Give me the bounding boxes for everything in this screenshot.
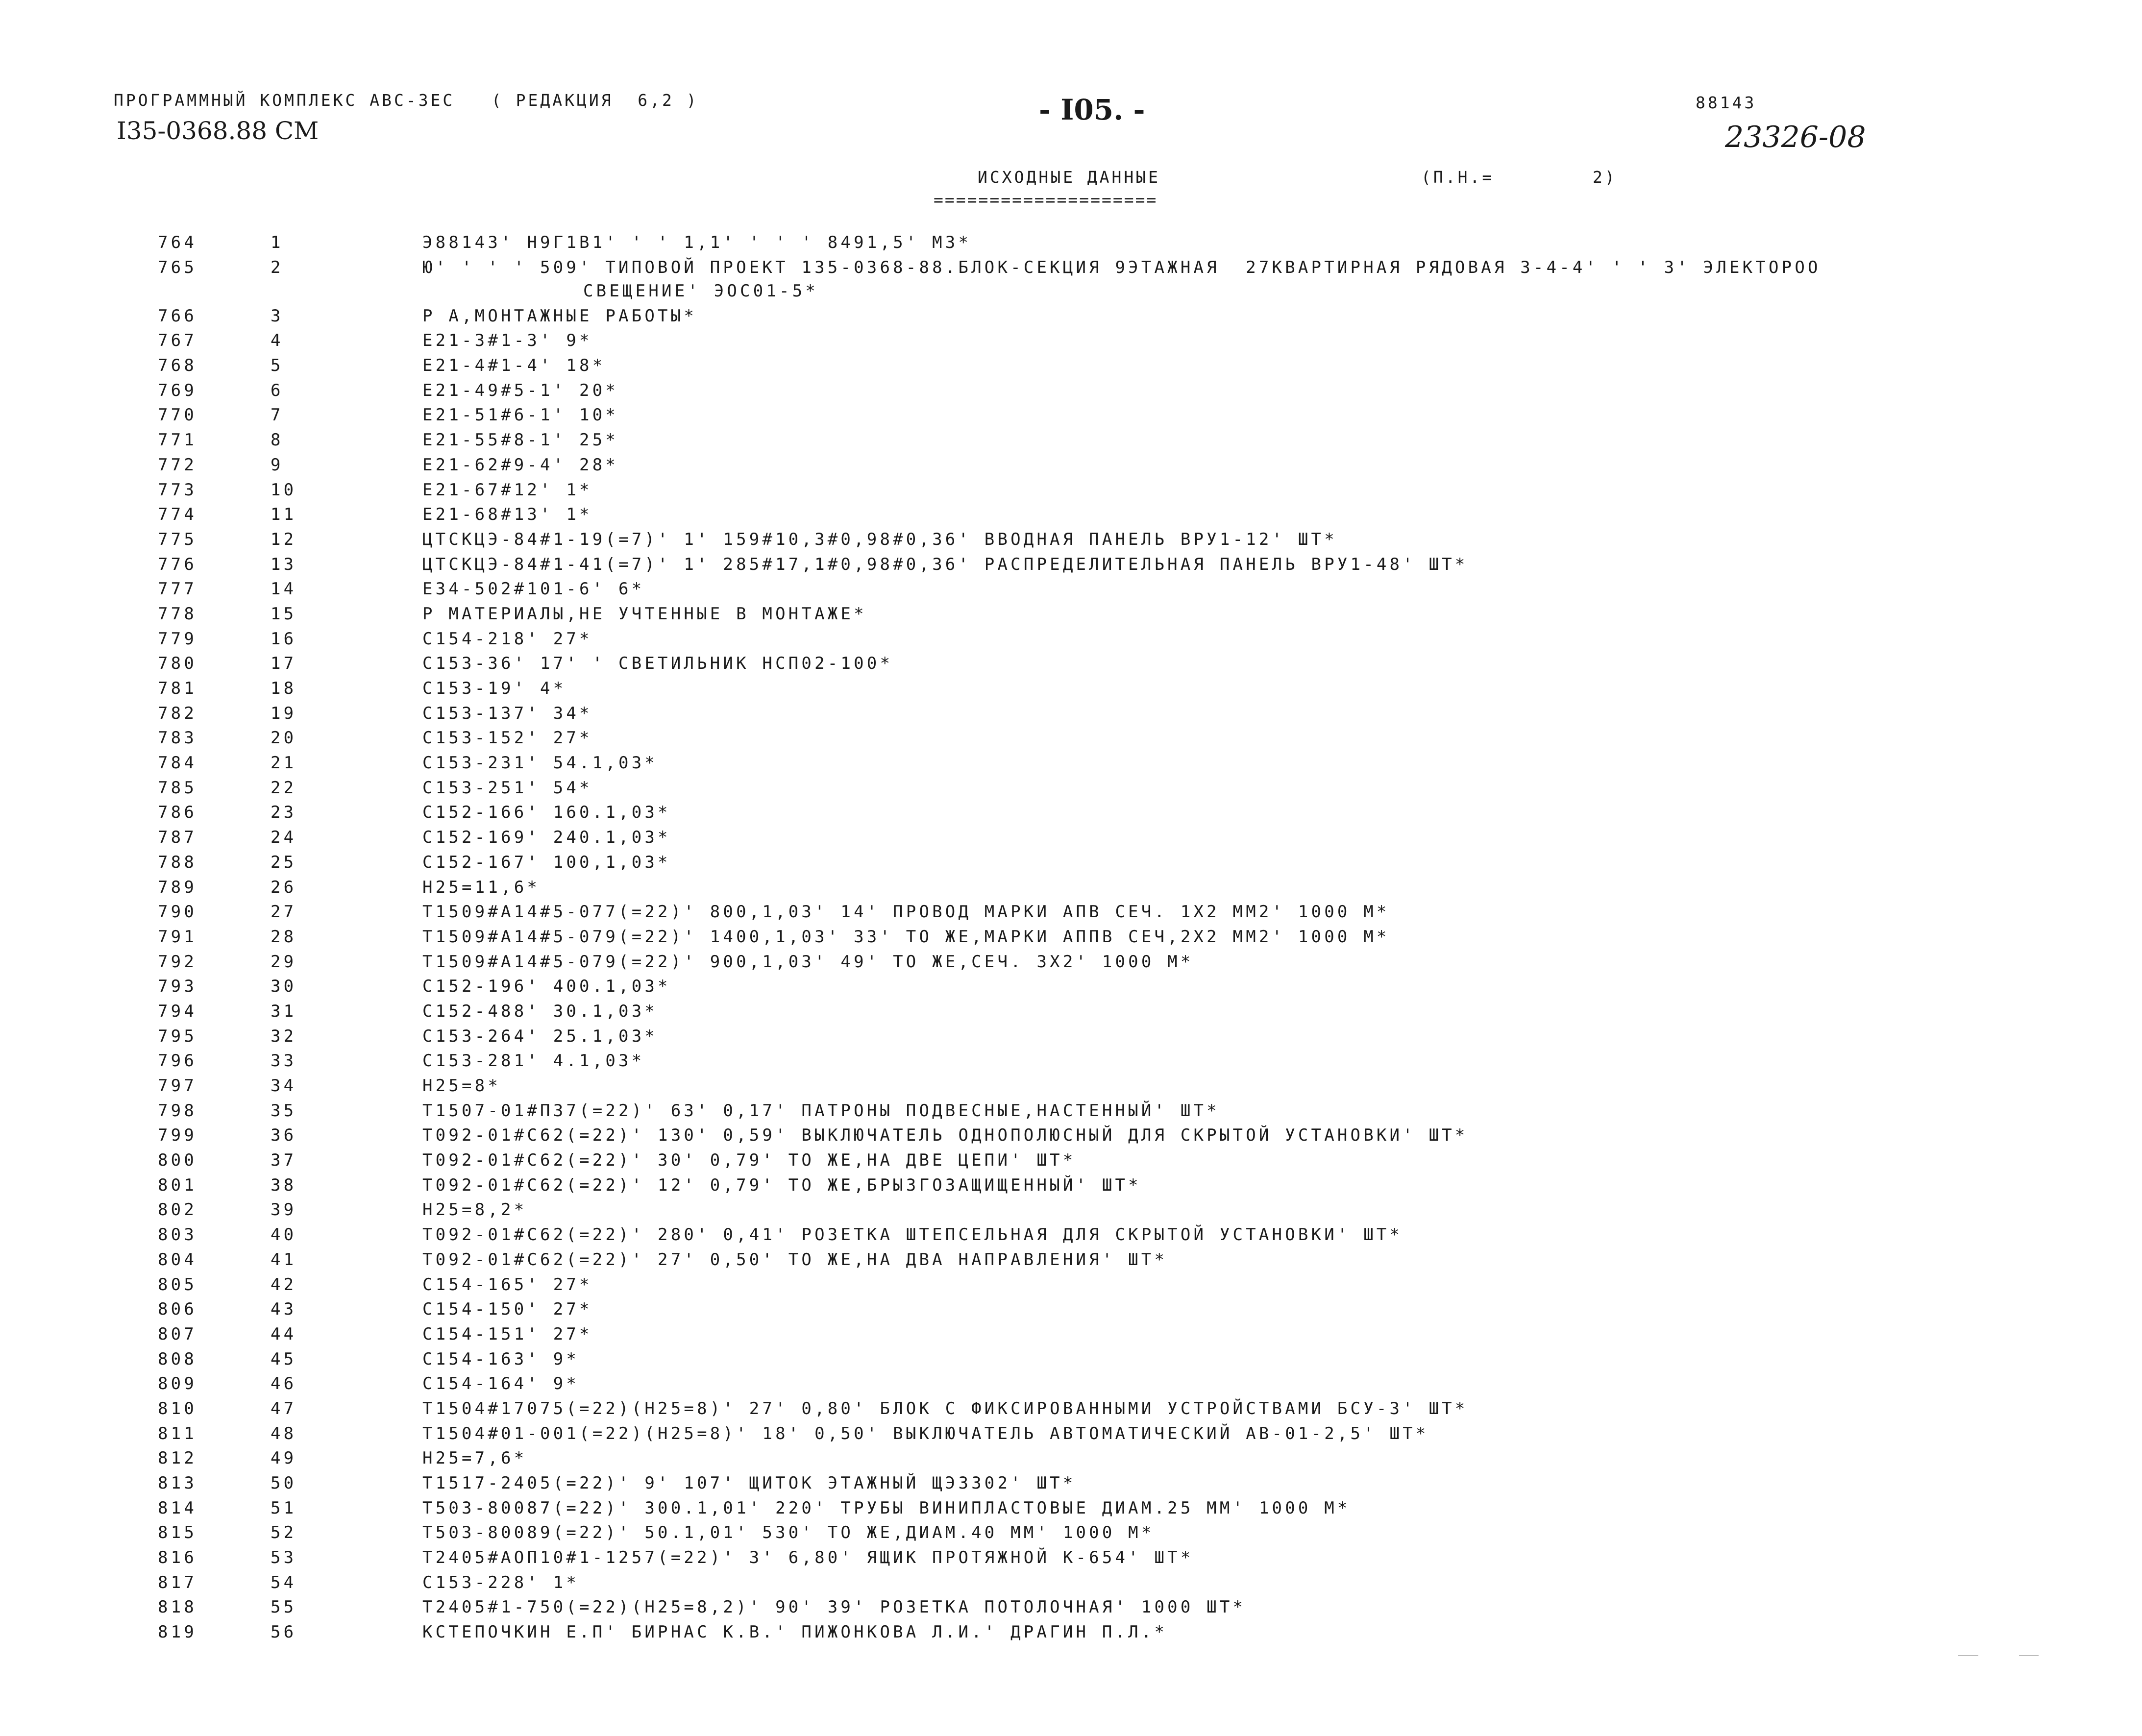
table-row xyxy=(0,405,2142,430)
row-number: 798 xyxy=(158,1100,197,1121)
row-text: С153-231' 54.1,03* xyxy=(422,753,658,773)
data-listing xyxy=(0,233,2142,1647)
document-code: I35-0368.88 СМ xyxy=(117,117,319,145)
row-number: 783 xyxy=(158,728,197,748)
row-number: 792 xyxy=(158,952,197,972)
row-text: С152-169' 240.1,03* xyxy=(422,828,671,848)
item-index: 22 xyxy=(271,778,297,798)
row-number: 789 xyxy=(158,877,197,897)
table-row xyxy=(0,753,2142,778)
table-row xyxy=(0,1399,2142,1424)
row-number: 807 xyxy=(158,1324,197,1344)
item-index: 50 xyxy=(271,1473,297,1493)
item-index: 52 xyxy=(271,1523,297,1543)
row-number: 816 xyxy=(158,1548,197,1568)
row-number: 786 xyxy=(158,803,197,823)
table-row xyxy=(0,1250,2142,1275)
row-text: Т1517-2405(=22)' 9' 107' ЩИТОК ЭТАЖНЫЙ ЩЭ3302' ШТ* xyxy=(422,1473,1076,1493)
row-text: Ю' ' ' ' 509' ТИПОВОЙ ПРОЕКТ 135-0368-88.БЛОК-СЕКЦИЯ 9ЭТАЖНАЯ 27КВАРТИРНАЯ РЯДОВАЯ 3-4-4' ' ' 3' ЭЛЕКТОРОО xyxy=(422,257,1821,277)
row-text: С154-165' 27* xyxy=(422,1274,592,1295)
row-text: Е21-49#5-1' 20* xyxy=(422,380,619,400)
program-header: ПРОГРАММНЫЙ КОМПЛЕКС АВС-3ЕС ( РЕДАКЦИЯ 6,2 ) xyxy=(114,91,699,110)
row-number: 768 xyxy=(158,356,197,376)
row-number: 790 xyxy=(158,902,197,922)
table-row xyxy=(0,1448,2142,1473)
row-text: Т092-01#С62(=22)' 12' 0,79' ТО ЖЕ,БРЫЗГОЗАЩИЩЕННЫЙ' ШТ* xyxy=(422,1175,1141,1195)
row-number: 801 xyxy=(158,1175,197,1195)
row-number: 805 xyxy=(158,1274,197,1295)
page-number: - I05. - xyxy=(1039,93,1145,126)
item-index: 48 xyxy=(271,1423,297,1443)
row-text: С152-167' 100,1,03* xyxy=(422,852,671,872)
row-number: 819 xyxy=(158,1622,197,1642)
handwritten-code: 23326-08 xyxy=(1725,120,1866,154)
row-text: С154-151' 27* xyxy=(422,1324,592,1344)
item-index: 29 xyxy=(271,952,297,972)
item-index: 8 xyxy=(271,430,284,450)
row-number: 772 xyxy=(158,455,197,475)
row-text: С154-218' 27* xyxy=(422,629,592,649)
row-text: Н25=7,6* xyxy=(422,1448,527,1468)
row-number: 797 xyxy=(158,1076,197,1096)
row-text-continuation: СВЕЩЕНИЕ' ЭОС01-5* xyxy=(583,281,819,301)
row-text: Н25=8* xyxy=(422,1076,501,1096)
table-row xyxy=(0,853,2142,878)
row-number: 803 xyxy=(158,1225,197,1245)
row-number: 804 xyxy=(158,1249,197,1270)
pn-value: 2) xyxy=(1593,168,1617,187)
table-row xyxy=(0,1076,2142,1101)
row-text: Н25=11,6* xyxy=(422,877,541,897)
table-row xyxy=(0,952,2142,977)
table-row xyxy=(0,1548,2142,1573)
item-index: 14 xyxy=(271,579,297,599)
row-text: Е21-67#12' 1* xyxy=(422,480,592,500)
table-row xyxy=(0,455,2142,480)
row-text: ЦТСКЦЭ-84#1-19(=7)' 1' 159#10,3#0,98#0,36' ВВОДНАЯ ПАНЕЛЬ ВРУ1-12' ШТ* xyxy=(422,529,1337,549)
item-index: 43 xyxy=(271,1299,297,1320)
row-text: Т092-01#С62(=22)' 30' 0,79' ТО ЖЕ,НА ДВЕ ЦЕПИ' ШТ* xyxy=(422,1150,1076,1171)
row-number: 794 xyxy=(158,1001,197,1021)
table-row xyxy=(0,480,2142,505)
item-index: 15 xyxy=(271,604,297,624)
row-text: Р МАТЕРИАЛЫ,НЕ УЧТЕННЫЕ В МОНТАЖЕ* xyxy=(422,604,867,624)
row-text: Т1509#А14#5-079(=22)' 900,1,03' 49' ТО ЖЕ,СЕЧ. 3Х2' 1000 М* xyxy=(422,952,1194,972)
table-row xyxy=(0,778,2142,803)
table-row xyxy=(0,1573,2142,1598)
row-text: С153-264' 25.1,03* xyxy=(422,1026,658,1046)
table-row xyxy=(0,1101,2142,1126)
item-index: 27 xyxy=(271,902,297,922)
section-underline: ==================== xyxy=(934,190,1158,209)
row-number: 812 xyxy=(158,1448,197,1468)
item-index: 20 xyxy=(271,728,297,748)
row-number: 775 xyxy=(158,529,197,549)
row-number: 771 xyxy=(158,430,197,450)
item-index: 36 xyxy=(271,1125,297,1146)
item-index: 23 xyxy=(271,803,297,823)
row-text: КСТЕПОЧКИН Е.П' БИРНАС К.В.' ПИЖОНКОВА Л.И.' ДРАГИН П.Л.* xyxy=(422,1622,1168,1642)
table-row xyxy=(0,902,2142,927)
table-row xyxy=(0,306,2142,331)
row-number: 784 xyxy=(158,753,197,773)
row-text: Э88143' Н9Г1В1' ' ' 1,1' ' ' ' 8491,5' М3* xyxy=(422,233,972,252)
item-index: 46 xyxy=(271,1374,297,1394)
row-number: 787 xyxy=(158,828,197,848)
item-index: 19 xyxy=(271,703,297,723)
table-row xyxy=(0,381,2142,406)
row-number: 815 xyxy=(158,1523,197,1543)
item-index: 41 xyxy=(271,1249,297,1270)
item-index: 54 xyxy=(271,1572,297,1592)
row-text: С153-152' 27* xyxy=(422,728,592,748)
row-number: 773 xyxy=(158,480,197,500)
table-row xyxy=(0,1498,2142,1523)
table-row xyxy=(0,654,2142,679)
row-text: Т503-80087(=22)' 300.1,01' 220' ТРУБЫ ВИНИПЛАСТОВЫЕ ДИАМ.25 ММ' 1000 М* xyxy=(422,1498,1351,1518)
row-text: С153-251' 54* xyxy=(422,778,592,798)
row-text: Т2405#1-750(=22)(Н25=8,2)' 90' 39' РОЗЕТКА ПОТОЛОЧНАЯ' 1000 ШТ* xyxy=(422,1597,1246,1617)
table-row xyxy=(0,1275,2142,1300)
row-number: 764 xyxy=(158,233,197,252)
item-index: 32 xyxy=(271,1026,297,1046)
table-row xyxy=(0,505,2142,530)
row-text: С152-196' 400.1,03* xyxy=(422,977,671,997)
row-text: Т1507-01#П37(=22)' 63' 0,17' ПАТРОНЫ ПОДВЕСНЫЕ,НАСТЕННЫЙ' ШТ* xyxy=(422,1100,1220,1121)
row-number: 814 xyxy=(158,1498,197,1518)
item-index: 5 xyxy=(271,356,284,376)
table-row xyxy=(0,1027,2142,1051)
item-index: 3 xyxy=(271,306,284,326)
item-index: 13 xyxy=(271,554,297,574)
item-index: 31 xyxy=(271,1001,297,1021)
row-text: Н25=8,2* xyxy=(422,1200,527,1220)
item-index: 7 xyxy=(271,405,284,425)
table-row xyxy=(0,977,2142,1002)
table-row xyxy=(0,1051,2142,1076)
row-number: 778 xyxy=(158,604,197,624)
item-index: 24 xyxy=(271,828,297,848)
item-index: 37 xyxy=(271,1150,297,1171)
table-row xyxy=(0,1299,2142,1324)
row-text: Т092-01#С62(=22)' 280' 0,41' РОЗЕТКА ШТЕПСЕЛЬНАЯ ДЛЯ СКРЫТОЙ УСТАНОВКИ' ШТ* xyxy=(422,1225,1403,1245)
row-number: 780 xyxy=(158,654,197,674)
table-row xyxy=(0,828,2142,853)
item-index: 9 xyxy=(271,455,284,475)
row-number: 802 xyxy=(158,1200,197,1220)
item-index: 1 xyxy=(271,233,284,252)
row-number: 813 xyxy=(158,1473,197,1493)
item-index: 35 xyxy=(271,1100,297,1121)
row-number: 817 xyxy=(158,1572,197,1592)
row-number: 769 xyxy=(158,380,197,400)
row-number: 781 xyxy=(158,679,197,698)
table-row xyxy=(0,1200,2142,1225)
row-text: Е21-68#13' 1* xyxy=(422,505,592,525)
row-text: С153-36' 17' ' СВЕТИЛЬНИК НСП02-100* xyxy=(422,654,893,674)
item-index: 6 xyxy=(271,380,284,400)
item-index: 55 xyxy=(271,1597,297,1617)
item-index: 56 xyxy=(271,1622,297,1642)
table-row xyxy=(0,1424,2142,1449)
row-text: Т092-01#С62(=22)' 130' 0,59' ВЫКЛЮЧАТЕЛЬ ОДНОПОЛЮСНЫЙ ДЛЯ СКРЫТОЙ УСТАНОВКИ' ШТ* xyxy=(422,1125,1468,1146)
row-text: Т1509#А14#5-079(=22)' 1400,1,03' 33' ТО ЖЕ,МАРКИ АППВ СЕЧ,2Х2 ММ2' 1000 М* xyxy=(422,927,1390,947)
row-number: 810 xyxy=(158,1398,197,1418)
table-row xyxy=(0,679,2142,704)
table-row xyxy=(0,530,2142,555)
row-number: 785 xyxy=(158,778,197,798)
pn-label: (П.Н.= xyxy=(1421,168,1495,187)
row-text: С153-228' 1* xyxy=(422,1572,580,1592)
row-number: 811 xyxy=(158,1423,197,1443)
table-row xyxy=(0,356,2142,381)
item-index: 33 xyxy=(271,1051,297,1071)
row-number: 799 xyxy=(158,1125,197,1146)
row-number: 809 xyxy=(158,1374,197,1394)
row-number: 774 xyxy=(158,505,197,525)
table-row xyxy=(0,258,2142,306)
row-number: 796 xyxy=(158,1051,197,1071)
row-text: Р А,МОНТАЖНЫЕ РАБОТЫ* xyxy=(422,306,697,326)
item-index: 28 xyxy=(271,927,297,947)
item-index: 10 xyxy=(271,480,297,500)
table-row xyxy=(0,1002,2142,1027)
table-row xyxy=(0,1597,2142,1622)
table-row xyxy=(0,878,2142,903)
table-row xyxy=(0,1225,2142,1250)
table-row xyxy=(0,728,2142,753)
item-index: 26 xyxy=(271,877,297,897)
row-number: 793 xyxy=(158,977,197,997)
row-number: 808 xyxy=(158,1349,197,1369)
table-row xyxy=(0,430,2142,455)
item-index: 51 xyxy=(271,1498,297,1518)
table-row xyxy=(0,803,2142,828)
row-number: 800 xyxy=(158,1150,197,1171)
margin-dash xyxy=(2019,1655,2039,1656)
row-text: Т1504#01-001(=22)(Н25=8)' 18' 0,50' ВЫКЛЮЧАТЕЛЬ АВТОМАТИЧЕСКИЙ АВ-01-2,5' ШТ* xyxy=(422,1423,1429,1443)
row-text: Е21-4#1-4' 18* xyxy=(422,356,606,376)
table-row xyxy=(0,1374,2142,1399)
table-row xyxy=(0,1622,2142,1647)
item-index: 18 xyxy=(271,679,297,698)
section-title: ИСХОДНЫЕ ДАННЫЕ xyxy=(978,168,1161,187)
table-row xyxy=(0,233,2142,258)
item-index: 45 xyxy=(271,1349,297,1369)
item-index: 42 xyxy=(271,1274,297,1295)
item-index: 25 xyxy=(271,852,297,872)
row-number: 788 xyxy=(158,852,197,872)
table-row xyxy=(0,629,2142,654)
row-number: 806 xyxy=(158,1299,197,1320)
table-row xyxy=(0,1523,2142,1548)
item-index: 39 xyxy=(271,1200,297,1220)
row-text: ЦТСКЦЭ-84#1-41(=7)' 1' 285#17,1#0,98#0,36' РАСПРЕДЕЛИТЕЛЬНАЯ ПАНЕЛЬ ВРУ1-48' ШТ* xyxy=(422,554,1468,574)
row-text: С152-488' 30.1,03* xyxy=(422,1001,658,1021)
row-text: С152-166' 160.1,03* xyxy=(422,803,671,823)
item-index: 34 xyxy=(271,1076,297,1096)
table-row xyxy=(0,555,2142,580)
table-row xyxy=(0,927,2142,952)
row-number: 770 xyxy=(158,405,197,425)
table-row xyxy=(0,1125,2142,1150)
row-number: 776 xyxy=(158,554,197,574)
row-number: 766 xyxy=(158,306,197,326)
item-index: 4 xyxy=(271,331,284,351)
item-index: 44 xyxy=(271,1324,297,1344)
row-text: Т503-80089(=22)' 50.1,01' 530' ТО ЖЕ,ДИАМ.40 ММ' 1000 М* xyxy=(422,1523,1155,1543)
table-row xyxy=(0,579,2142,604)
row-number: 795 xyxy=(158,1026,197,1046)
item-index: 47 xyxy=(271,1398,297,1418)
margin-dash xyxy=(1958,1655,1978,1656)
item-index: 38 xyxy=(271,1175,297,1195)
row-text: Е21-3#1-3' 9* xyxy=(422,331,592,351)
item-index: 12 xyxy=(271,529,297,549)
row-text: Е21-55#8-1' 25* xyxy=(422,430,619,450)
row-text: С153-19' 4* xyxy=(422,679,566,698)
table-row xyxy=(0,1473,2142,1498)
item-index: 2 xyxy=(271,257,284,277)
item-index: 21 xyxy=(271,753,297,773)
row-text: Е34-502#101-6' 6* xyxy=(422,579,645,599)
row-text: С154-163' 9* xyxy=(422,1349,580,1369)
item-index: 53 xyxy=(271,1548,297,1568)
row-number: 777 xyxy=(158,579,197,599)
row-number: 765 xyxy=(158,257,197,277)
table-row xyxy=(0,1324,2142,1349)
row-text: С154-164' 9* xyxy=(422,1374,580,1394)
item-index: 40 xyxy=(271,1225,297,1245)
table-row xyxy=(0,331,2142,356)
row-number: 782 xyxy=(158,703,197,723)
table-row xyxy=(0,1150,2142,1175)
row-text: Т1504#17075(=22)(Н25=8)' 27' 0,80' БЛОК С ФИКСИРОВАННЫМИ УСТРОЙСТВАМИ БСУ-3' ШТ* xyxy=(422,1398,1468,1418)
row-text: Е21-51#6-1' 10* xyxy=(422,405,619,425)
row-number: 791 xyxy=(158,927,197,947)
row-text: С153-137' 34* xyxy=(422,703,592,723)
item-index: 17 xyxy=(271,654,297,674)
row-text: Т092-01#С62(=22)' 27' 0,50' ТО ЖЕ,НА ДВА НАПРАВЛЕНИЯ' ШТ* xyxy=(422,1249,1168,1270)
row-text: С154-150' 27* xyxy=(422,1299,592,1320)
table-row xyxy=(0,704,2142,729)
item-index: 49 xyxy=(271,1448,297,1468)
row-text: С153-281' 4.1,03* xyxy=(422,1051,645,1071)
item-index: 30 xyxy=(271,977,297,997)
row-number: 818 xyxy=(158,1597,197,1617)
code-right: 88143 xyxy=(1696,93,1757,112)
item-index: 16 xyxy=(271,629,297,649)
item-index: 11 xyxy=(271,505,297,525)
table-row xyxy=(0,1349,2142,1374)
table-row xyxy=(0,1175,2142,1200)
table-row xyxy=(0,604,2142,629)
row-number: 779 xyxy=(158,629,197,649)
row-text: Т2405#АОП10#1-1257(=22)' 3' 6,80' ЯЩИК ПРОТЯЖНОЙ К-654' ШТ* xyxy=(422,1548,1194,1568)
row-number: 767 xyxy=(158,331,197,351)
row-text: Т1509#А14#5-077(=22)' 800,1,03' 14' ПРОВОД МАРКИ АПВ СЕЧ. 1Х2 ММ2' 1000 М* xyxy=(422,902,1390,922)
row-text: Е21-62#9-4' 28* xyxy=(422,455,619,475)
